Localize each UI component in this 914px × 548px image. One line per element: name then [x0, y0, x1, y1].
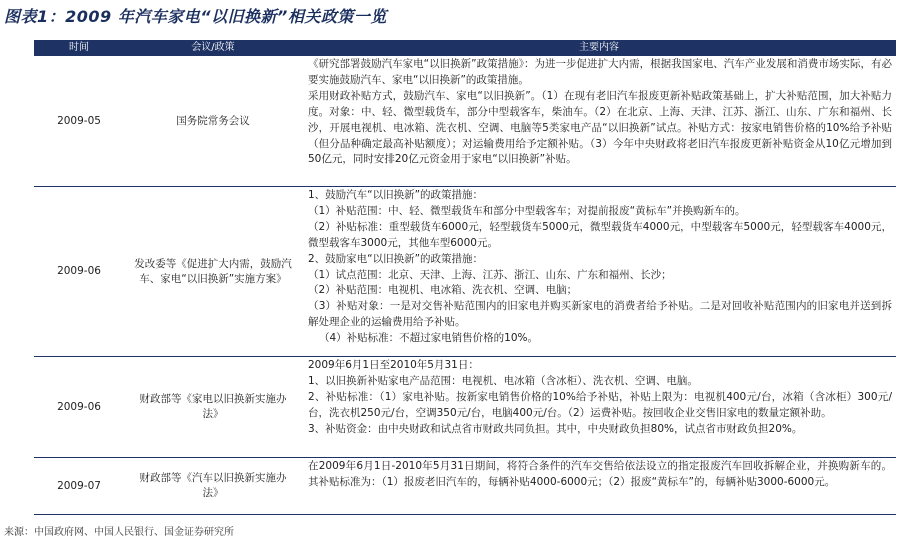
row-time: 2009-05 [57, 114, 101, 127]
header-content: 主要内容 [579, 42, 619, 53]
row-content [302, 458, 896, 514]
content-line: 2009年6月1日至2010年5月31日： [308, 359, 479, 371]
row-policy: 财政部等《汽车以旧换新实施办法》 [139, 472, 287, 499]
source-note: 来源：中国政府网、中国人民银行、国金证券研究所 [4, 527, 234, 538]
content-line: 采用财政补贴方式，鼓励汽车、家电“以旧换新”。（1）在现有老旧汽车报废更新补贴政策基础上，扩大补贴范围，加大补贴力度。对象：中、轻、微型载货车，部分中型载客车，柴油车。（2）在北京、上海、天津、江苏、浙江、山东、广东和福州、长沙，开展电视机、电冰箱、洗衣机、空调、电脑等5类家电产品“以旧换新”试点。补贴方式：按家电销售价格的10%给予补贴（但分品种确定最高补贴额度）；对运输费用给予定额补贴。（3）今年中央财政将老旧汽车报废更新补贴资金从10亿元增加到50亿元，同时安排20亿元资金用于家电“以旧换新”补贴。 [308, 89, 892, 166]
content-line: 1、以旧换新补贴家电产品范围：电视机、电冰箱（含冰柜）、洗衣机、空调、电脑。 [308, 374, 698, 387]
content-line: （2）补贴范围：电视机、电冰箱、洗衣机、空调、电脑； [308, 284, 578, 297]
row-content [302, 187, 896, 356]
content-line: （3）补贴对象：一是对交售补贴范围内的旧家电并购买新家电的消费者给予补贴。二是对回收补贴范围内的旧家电并送到拆解处理企业的运输费用给予补贴。 [308, 300, 892, 329]
row-content [302, 56, 896, 186]
content-line: 1、鼓励汽车“以旧换新”的政策措施： [308, 189, 484, 201]
row-time: 2009-07 [57, 479, 101, 492]
content-line: 2、补贴标准：（1）家电补贴。按新家电销售价格的10%给予补贴，补贴上限为：电视机400元/台，冰箱（含冰柜）300元/台，洗衣机250元/台，空调350元/台，电脑400元/台。（2）运费补贴。按回收企业交售旧家电的数量定额补助。 [308, 390, 892, 419]
table-row [34, 56, 896, 187]
content-line: 2、鼓励家电“以旧换新”的政策措施： [308, 252, 484, 265]
row-policy: 国务院常务会议 [176, 114, 250, 127]
row-time: 2009-06 [57, 400, 101, 413]
row-time: 2009-06 [57, 265, 101, 277]
table-row [34, 458, 896, 515]
content-line: （1）补贴范围：中、轻、微型载货车和部分中型载客车；对提前报废“黄标车”并换购新车的。 [308, 204, 746, 217]
content-line: 3、补贴资金：由中央财政和试点省市财政共同负担。其中，中央财政负担80%，试点省市财政负担20%。 [308, 422, 803, 435]
table-row [34, 357, 896, 458]
content-line: （2）补贴标准：重型载货车6000元，轻型载货车5000元，微型载货车4000元，中型载客车5000元，轻型载客车4000元，微型载客车3000元，其他车型6000元。 [308, 220, 892, 249]
table-row [34, 187, 896, 357]
content-line: 在2009年6月1日-2010年5月31日期间，将符合条件的汽车交售给依法设立的指定报废汽车回收拆解企业，并换购新车的。其补贴标准为：（1）报废老旧汽车的，每辆补贴4000-6000元；（2）报废“黄标车”的，每辆补贴3000-6000元。 [308, 460, 892, 488]
row-policy: 发改委等《促进扩大内需，鼓励汽车、家电“以旧换新”实施方案》 [134, 257, 292, 285]
policy-table [34, 40, 896, 515]
table-header [34, 40, 896, 56]
row-content [302, 357, 896, 457]
header-policy: 会议/政策 [191, 42, 235, 53]
header-time: 时间 [69, 42, 89, 53]
content-line: 《研究部署鼓励汽车家电“以旧换新”政策措施》：为进一步促进扩大内需，根据我国家电、汽车产业发展和消费市场实际，有必要实施鼓励汽车、家电“以旧换新”的政策措施。 [308, 58, 892, 86]
content-line: （4）补贴标准：不超过家电销售价格的10%。 [319, 332, 539, 345]
row-policy: 财政部等《家电以旧换新实施办法》 [139, 393, 287, 420]
figure-title: 图表1：2009 年汽车家电“以旧换新”相关政策一览 [4, 7, 387, 26]
content-line: （1）试点范围：北京、天津、上海、江苏、浙江、山东、广东和福州、长沙； [308, 268, 672, 281]
